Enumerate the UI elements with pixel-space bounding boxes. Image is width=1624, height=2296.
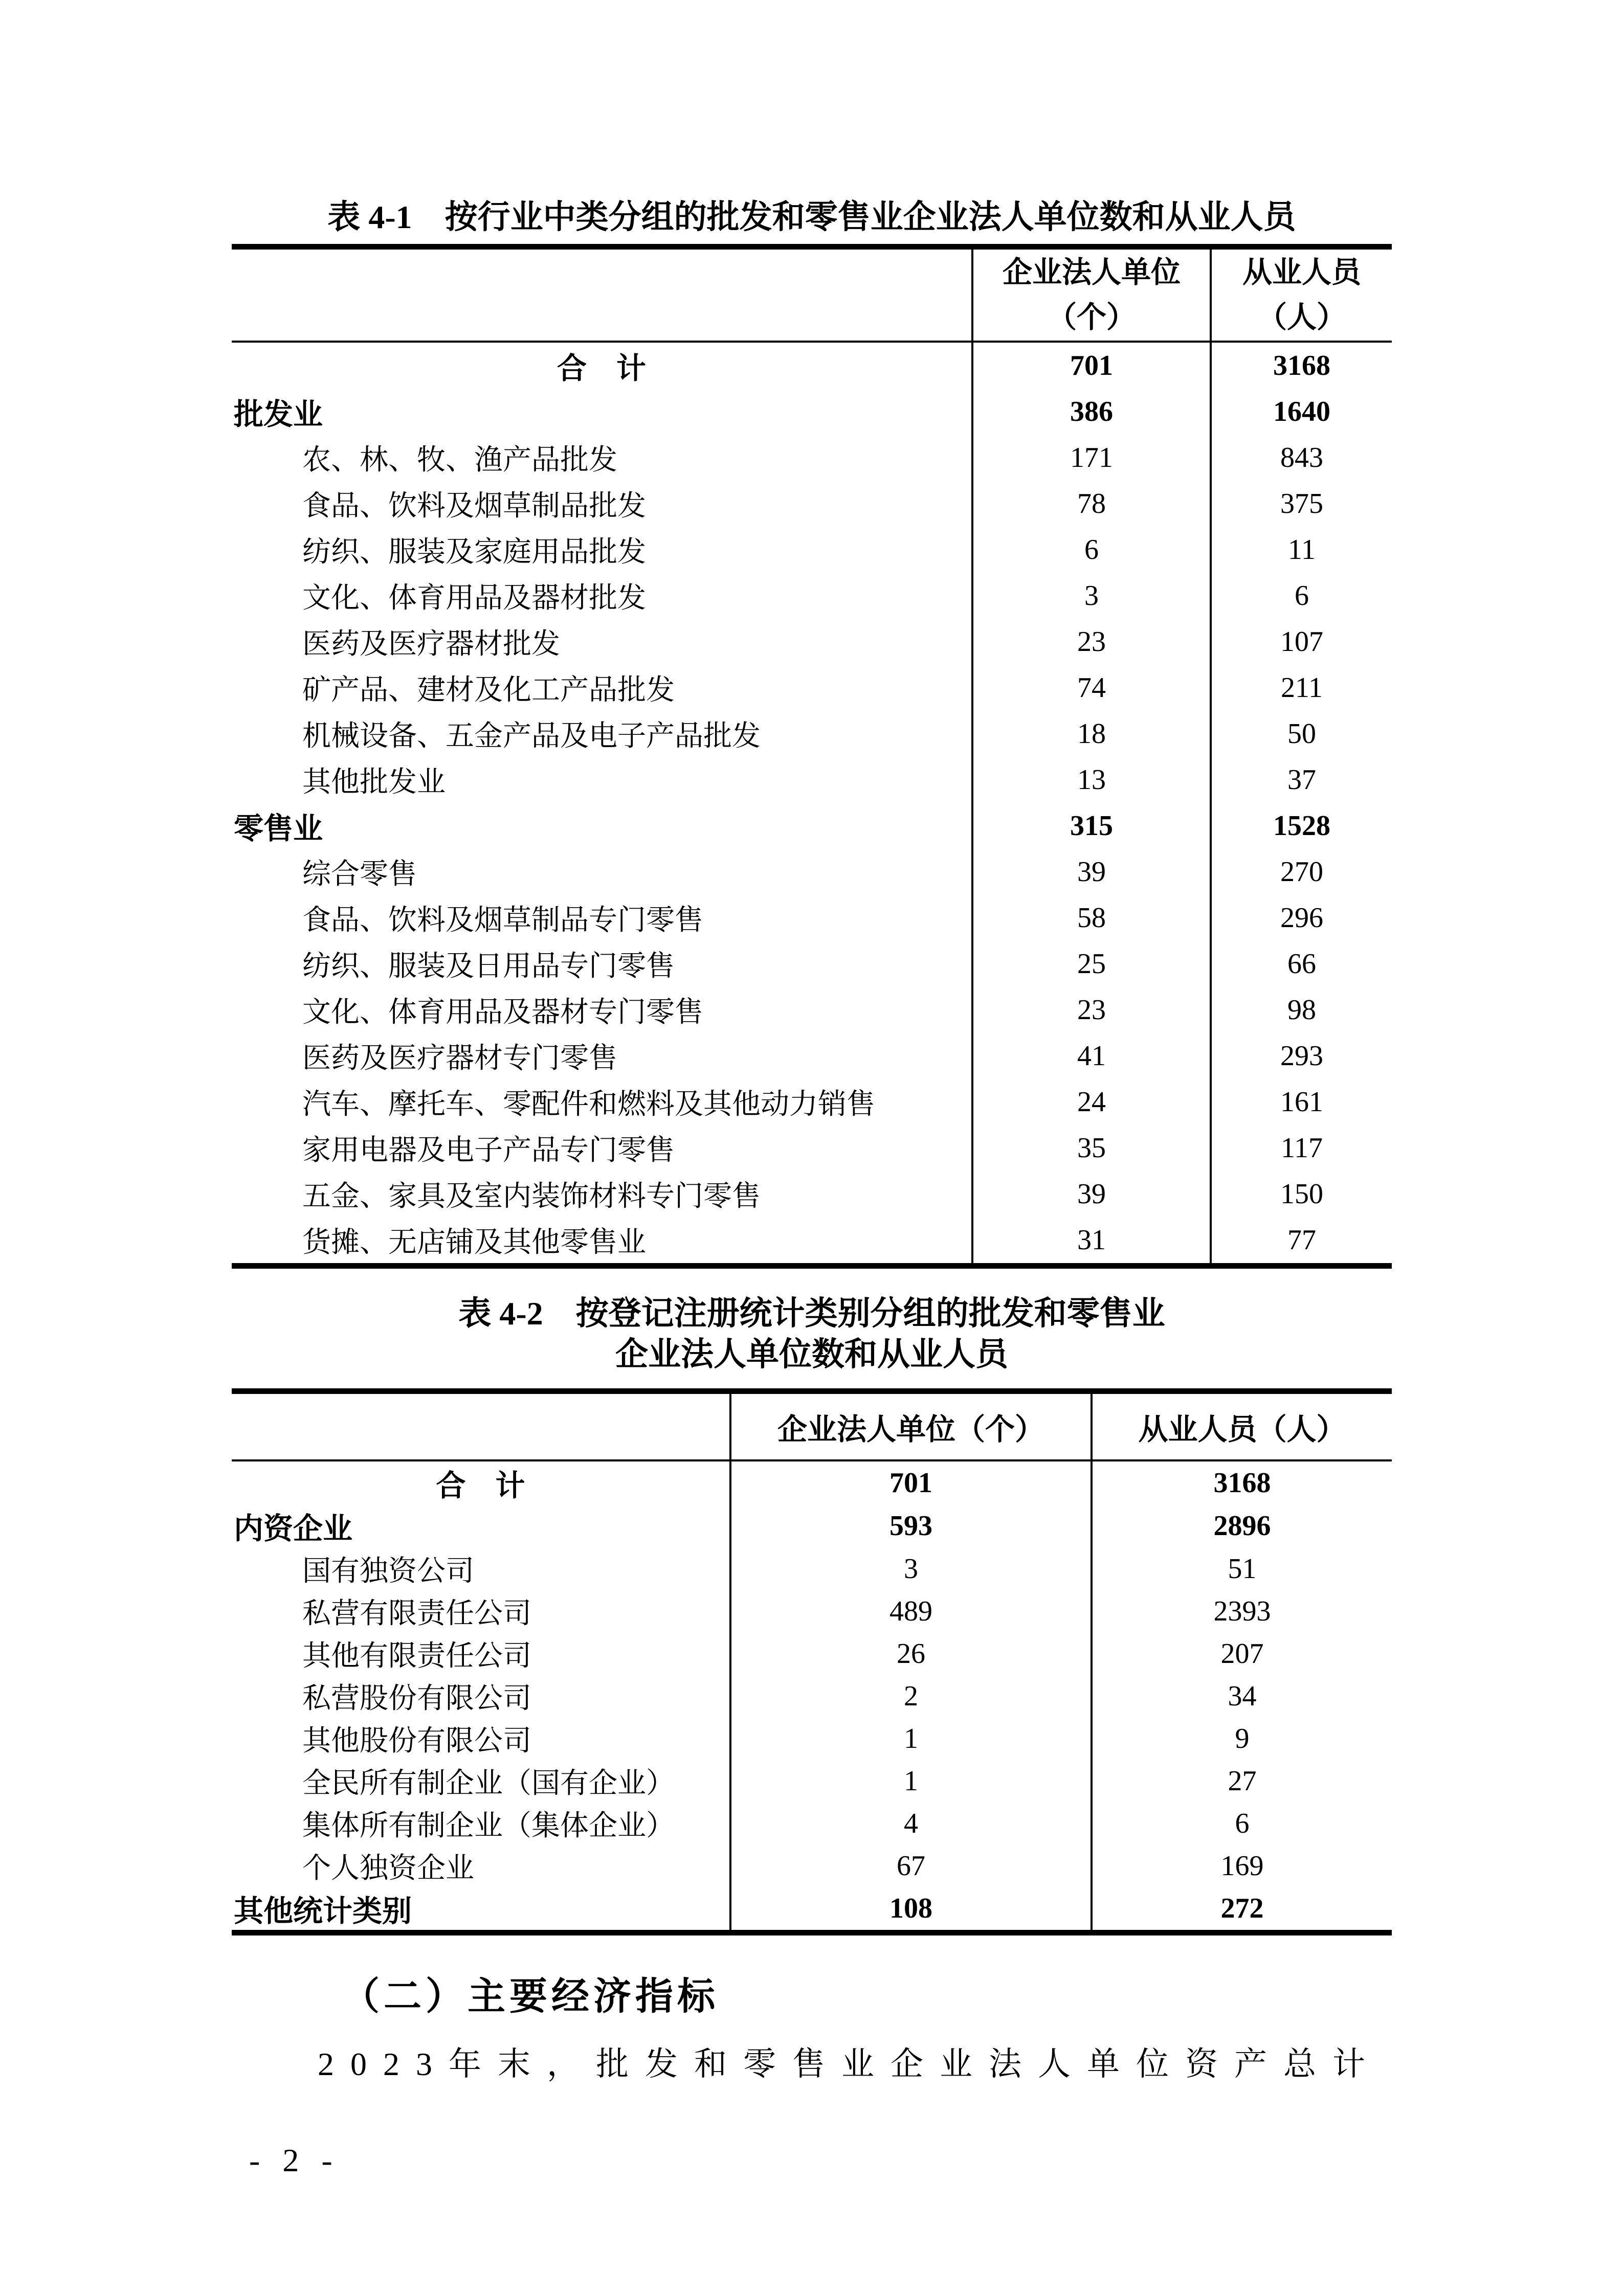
row-label: 私营有限责任公司 bbox=[302, 1597, 531, 1630]
row-label: 文化、体育用品及器材批发 bbox=[302, 582, 646, 614]
row-persons-value: 169 bbox=[1092, 1844, 1392, 1887]
row-persons-value: 270 bbox=[1211, 849, 1392, 895]
row-units-value: 315 bbox=[972, 803, 1211, 849]
row-units-value: 78 bbox=[972, 481, 1211, 527]
row-persons-value: 51 bbox=[1092, 1547, 1392, 1590]
row-persons-value: 207 bbox=[1092, 1632, 1392, 1675]
table-row bbox=[232, 1717, 1392, 1760]
table-row bbox=[232, 803, 1392, 849]
row-units-value: 39 bbox=[972, 1171, 1211, 1217]
row-persons-value: 6 bbox=[1211, 573, 1392, 619]
table-row bbox=[232, 849, 1392, 895]
row-units-value: 74 bbox=[972, 665, 1211, 711]
row-persons-value: 50 bbox=[1211, 711, 1392, 757]
row-units-value: 26 bbox=[730, 1632, 1092, 1675]
row-persons-value: 375 bbox=[1211, 481, 1392, 527]
table-row bbox=[232, 1125, 1392, 1171]
row-label: 批发业 bbox=[234, 398, 323, 431]
row-units-value: 1 bbox=[730, 1760, 1092, 1802]
table-row bbox=[232, 1844, 1392, 1887]
row-units-value: 23 bbox=[972, 619, 1211, 665]
row-label: 文化、体育用品及器材专门零售 bbox=[302, 997, 703, 1028]
table-row bbox=[232, 1171, 1392, 1217]
table-row bbox=[232, 619, 1392, 665]
row-persons-value: 161 bbox=[1211, 1079, 1392, 1125]
row-units-value: 67 bbox=[730, 1844, 1092, 1887]
row-units-value: 31 bbox=[972, 1217, 1211, 1266]
row-persons-value: 77 bbox=[1211, 1217, 1392, 1266]
body-paragraph: 2023年末，批发和零售业企业法人单位资产总计 bbox=[318, 2046, 1382, 2082]
row-units-value: 58 bbox=[972, 895, 1211, 941]
row-persons-value: 1640 bbox=[1211, 389, 1392, 435]
row-persons-value: 3168 bbox=[1092, 1460, 1392, 1504]
row-units-value: 701 bbox=[972, 342, 1211, 389]
table2-body bbox=[232, 1460, 1392, 1933]
row-label: 个人独资企业 bbox=[302, 1852, 474, 1884]
row-units-value: 25 bbox=[972, 941, 1211, 987]
table-row bbox=[232, 342, 1392, 389]
row-units-value: 39 bbox=[972, 849, 1211, 895]
row-units-value: 18 bbox=[972, 711, 1211, 757]
row-persons-value: 293 bbox=[1211, 1033, 1392, 1079]
row-label: 其他批发业 bbox=[302, 767, 446, 798]
table-row bbox=[232, 1675, 1392, 1717]
row-units-value: 489 bbox=[730, 1590, 1092, 1632]
section-heading: （二）主要经济指标 bbox=[342, 1976, 719, 2018]
table-row bbox=[232, 435, 1392, 481]
row-units-value: 171 bbox=[972, 435, 1211, 481]
table-row bbox=[232, 1590, 1392, 1632]
row-label: 纺织、服装及家庭用品批发 bbox=[302, 536, 646, 568]
table-row bbox=[232, 987, 1392, 1033]
row-label: 机械设备、五金产品及电子产品批发 bbox=[302, 721, 761, 752]
table-row bbox=[232, 1217, 1392, 1266]
table1-header-units-label: 企业法人单位 bbox=[1002, 256, 1181, 289]
row-label: 内资企业 bbox=[234, 1512, 353, 1545]
table-row bbox=[232, 941, 1392, 987]
row-persons-value: 843 bbox=[1211, 435, 1392, 481]
table1-header-persons-cell bbox=[1211, 247, 1392, 342]
row-label: 纺织、服装及日用品专门零售 bbox=[302, 951, 675, 982]
row-label: 其他有限责任公司 bbox=[302, 1640, 531, 1672]
row-units-value: 4 bbox=[730, 1802, 1092, 1844]
row-persons-value: 117 bbox=[1211, 1125, 1392, 1171]
row-label: 合 计 bbox=[436, 1469, 525, 1502]
row-units-value: 3 bbox=[972, 573, 1211, 619]
row-label: 综合零售 bbox=[302, 859, 417, 890]
table-row bbox=[232, 573, 1392, 619]
row-persons-value: 27 bbox=[1092, 1760, 1392, 1802]
row-units-value: 1 bbox=[730, 1717, 1092, 1760]
row-label: 私营股份有限公司 bbox=[302, 1682, 531, 1715]
row-label: 家用电器及电子产品专门零售 bbox=[302, 1135, 675, 1166]
row-label: 农、林、牧、渔产品批发 bbox=[302, 444, 617, 476]
row-units-value: 13 bbox=[972, 757, 1211, 803]
row-persons-value: 1528 bbox=[1211, 803, 1392, 849]
table-row bbox=[232, 389, 1392, 435]
table2-header-persons-cell: 从业人员（人） bbox=[1092, 1391, 1392, 1461]
table2-header-units-cell: 企业法人单位（个） bbox=[730, 1391, 1092, 1461]
row-persons-value: 66 bbox=[1211, 941, 1392, 987]
table-row bbox=[232, 895, 1392, 941]
table1-header-persons-label: 从业人员 bbox=[1242, 256, 1361, 289]
row-units-value: 3 bbox=[730, 1547, 1092, 1590]
row-label: 汽车、摩托车、零配件和燃料及其他动力销售 bbox=[302, 1089, 875, 1120]
row-units-value: 23 bbox=[972, 987, 1211, 1033]
row-persons-value: 211 bbox=[1211, 665, 1392, 711]
page-content bbox=[232, 0, 1392, 2088]
row-units-value: 386 bbox=[972, 389, 1211, 435]
row-label: 食品、饮料及烟草制品专门零售 bbox=[302, 905, 703, 936]
row-label: 其他股份有限公司 bbox=[302, 1725, 531, 1757]
table-row bbox=[232, 711, 1392, 757]
row-units-value: 2 bbox=[730, 1675, 1092, 1717]
row-label: 医药及医疗器材批发 bbox=[302, 628, 560, 660]
row-label: 集体所有制企业（集体企业） bbox=[302, 1810, 675, 1842]
table2-title-line2: 企业法人单位数和从业人员 bbox=[615, 1336, 1008, 1372]
table-row bbox=[232, 527, 1392, 573]
row-label: 五金、家具及室内装饰材料专门零售 bbox=[302, 1181, 761, 1212]
table-row bbox=[232, 1887, 1392, 1933]
table-row bbox=[232, 1547, 1392, 1590]
table-row bbox=[232, 1760, 1392, 1802]
table2-header-empty-cell bbox=[232, 1391, 730, 1461]
row-units-value: 35 bbox=[972, 1125, 1211, 1171]
table1-header-row bbox=[232, 247, 1392, 342]
row-label: 医药及医疗器材专门零售 bbox=[302, 1043, 617, 1074]
row-persons-value: 37 bbox=[1211, 757, 1392, 803]
row-label: 合 计 bbox=[557, 352, 646, 385]
row-persons-value: 107 bbox=[1211, 619, 1392, 665]
table-row bbox=[232, 1504, 1392, 1547]
row-persons-value: 11 bbox=[1211, 527, 1392, 573]
row-label: 其他统计类别 bbox=[234, 1895, 412, 1928]
row-persons-value: 296 bbox=[1211, 895, 1392, 941]
row-label: 全民所有制企业（国有企业） bbox=[302, 1767, 675, 1799]
table1-header-persons-unit: （人） bbox=[1257, 301, 1346, 334]
row-label: 国有独资公司 bbox=[302, 1555, 474, 1587]
table1-title: 表 4-1 按行业中类分组的批发和零售业企业法人单位数和从业人员 bbox=[327, 199, 1296, 235]
row-persons-value: 272 bbox=[1092, 1887, 1392, 1933]
row-persons-value: 150 bbox=[1211, 1171, 1392, 1217]
table-row bbox=[232, 1802, 1392, 1844]
table-row bbox=[232, 1033, 1392, 1079]
table1 bbox=[232, 244, 1392, 1269]
row-units-value: 593 bbox=[730, 1504, 1092, 1547]
table1-header-units-unit: （个） bbox=[1047, 301, 1136, 334]
row-label: 食品、饮料及烟草制品批发 bbox=[302, 490, 646, 522]
table-row bbox=[232, 1079, 1392, 1125]
row-label: 货摊、无店铺及其他零售业 bbox=[302, 1227, 646, 1258]
table2-title-line1: 表 4-2 按登记注册统计类别分组的批发和零售业 bbox=[458, 1295, 1165, 1332]
row-units-value: 701 bbox=[730, 1460, 1092, 1504]
table2 bbox=[232, 1388, 1392, 1935]
row-persons-value: 34 bbox=[1092, 1675, 1392, 1717]
row-persons-value: 3168 bbox=[1211, 342, 1392, 389]
table1-header-empty-cell bbox=[232, 247, 972, 342]
row-units-value: 24 bbox=[972, 1079, 1211, 1125]
table-row bbox=[232, 1632, 1392, 1675]
table-row bbox=[232, 665, 1392, 711]
row-persons-value: 6 bbox=[1092, 1802, 1392, 1844]
row-units-value: 6 bbox=[972, 527, 1211, 573]
table1-header-units-cell bbox=[972, 247, 1211, 342]
row-label: 矿产品、建材及化工产品批发 bbox=[302, 674, 675, 706]
row-units-value: 108 bbox=[730, 1887, 1092, 1933]
page-number: - 2 - bbox=[249, 2142, 340, 2178]
table-row bbox=[232, 757, 1392, 803]
row-persons-value: 98 bbox=[1211, 987, 1392, 1033]
table-row bbox=[232, 1460, 1392, 1504]
row-persons-value: 9 bbox=[1092, 1717, 1392, 1760]
row-persons-value: 2896 bbox=[1092, 1504, 1392, 1547]
table-row bbox=[232, 481, 1392, 527]
row-units-value: 41 bbox=[972, 1033, 1211, 1079]
table1-body bbox=[232, 342, 1392, 1266]
row-label: 零售业 bbox=[234, 812, 323, 845]
row-persons-value: 2393 bbox=[1092, 1590, 1392, 1632]
table2-header-row bbox=[232, 1391, 1392, 1461]
